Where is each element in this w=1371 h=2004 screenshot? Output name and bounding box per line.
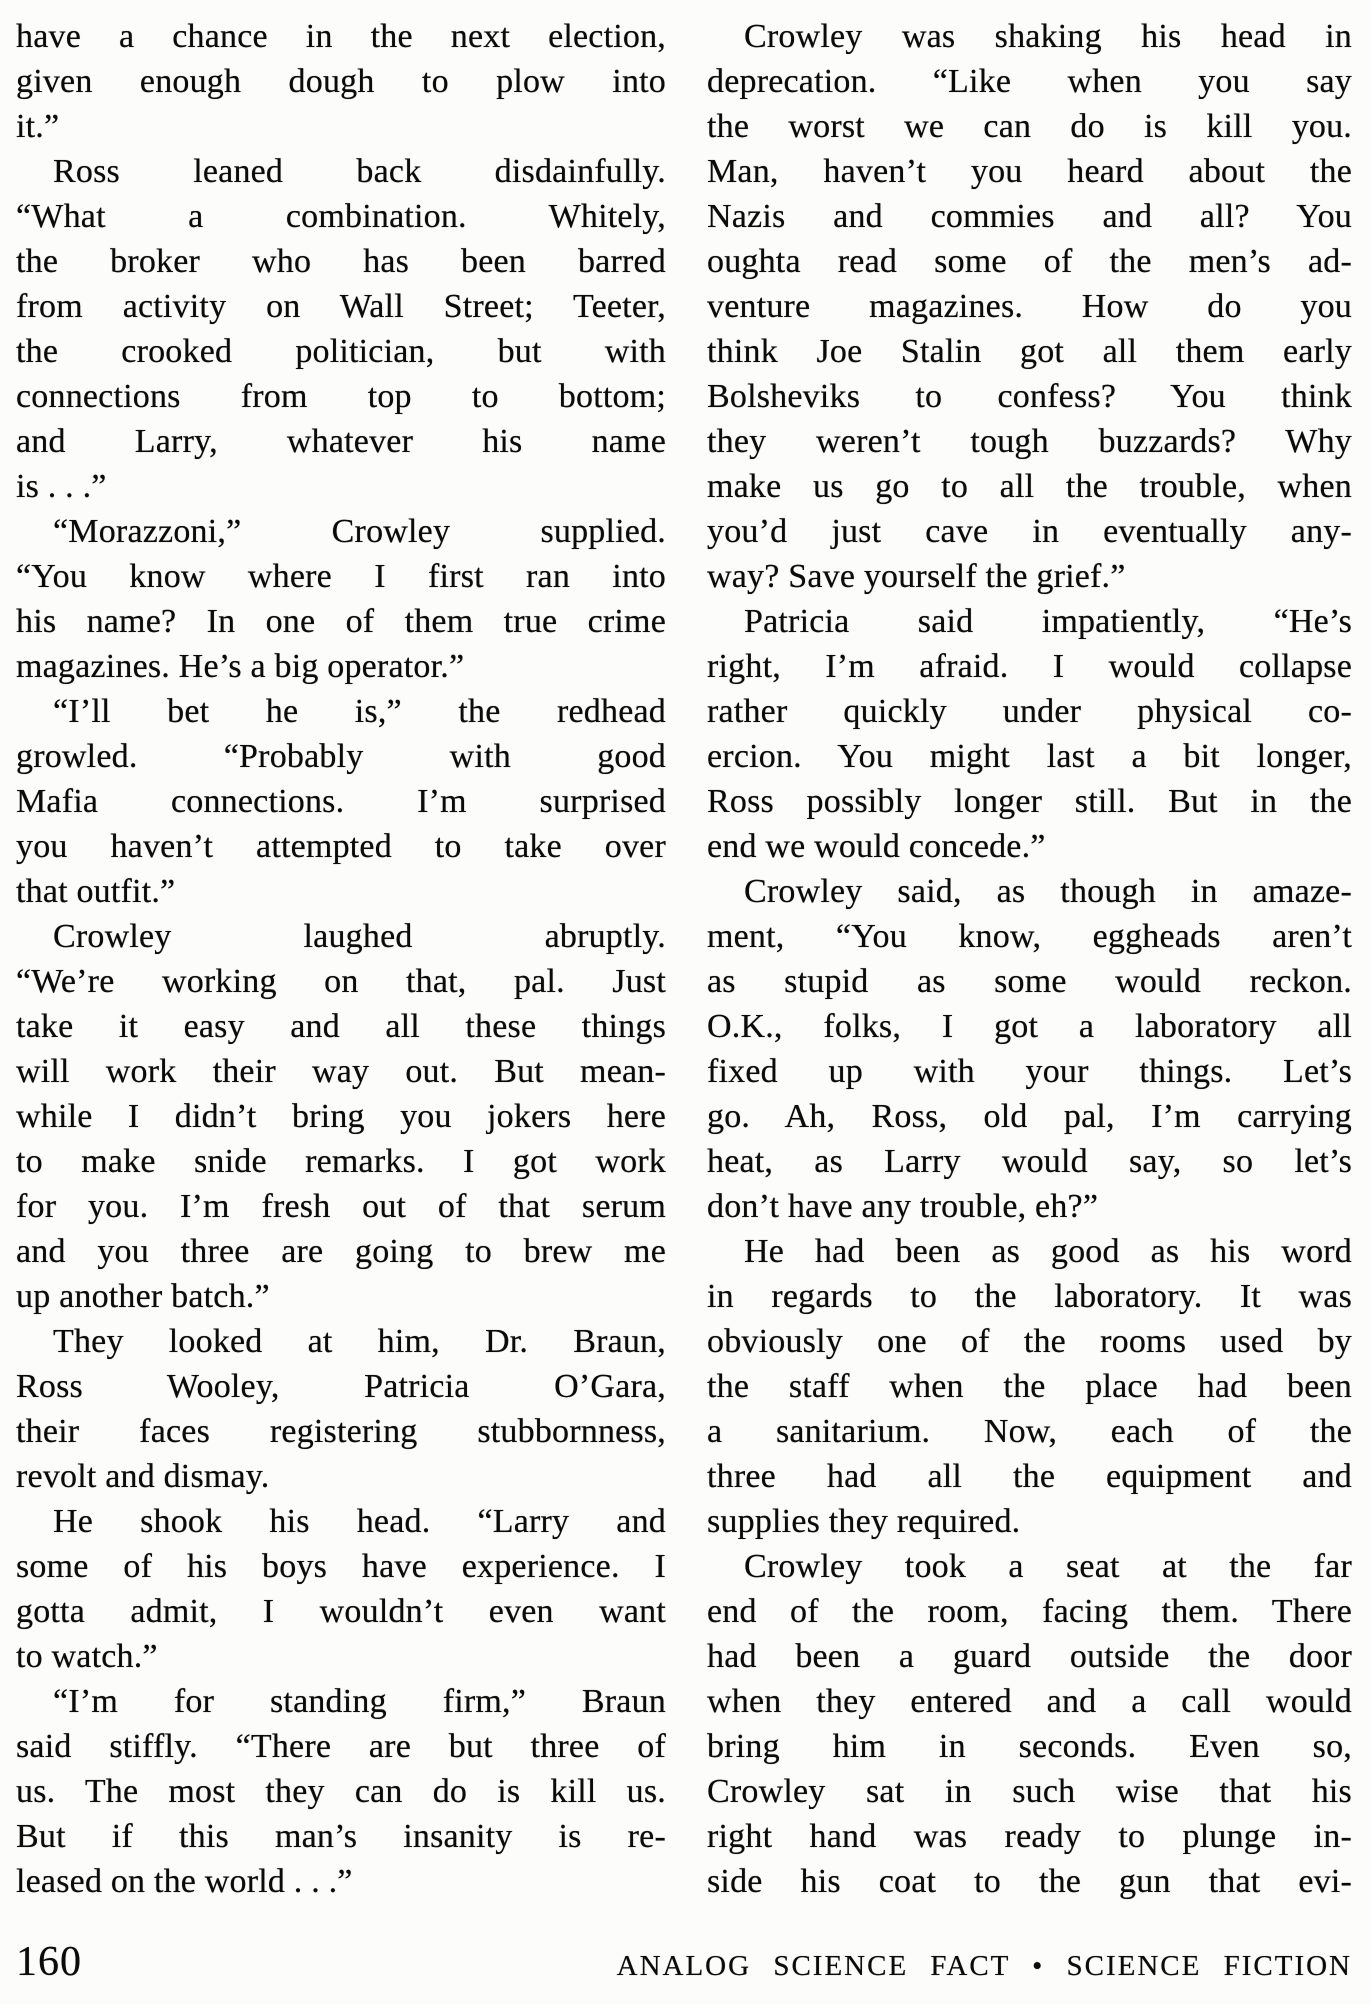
- text-line: supplies they required.: [707, 1503, 1021, 1540]
- text-line: “What a combination. Whitely,: [16, 198, 666, 235]
- text-line: had been a guard outside the door: [707, 1638, 1352, 1675]
- text-line: and Larry, whatever his name: [16, 423, 666, 460]
- text-line: He shook his head. “Larry and: [53, 1503, 666, 1540]
- text-line: while I didn’t bring you jokers here: [16, 1098, 666, 1135]
- text-line: Man, haven’t you heard about the: [707, 153, 1352, 190]
- text-line: to watch.”: [16, 1638, 158, 1675]
- text-line: from activity on Wall Street; Teeter,: [16, 288, 666, 325]
- text-line: Nazis and commies and all? You: [707, 198, 1352, 235]
- text-line: some of his boys have experience. I: [16, 1548, 666, 1585]
- journal-title: ANALOG SCIENCE FACT • SCIENCE FICTION: [616, 1950, 1352, 1982]
- text-line: Crowley took a seat at the far: [744, 1548, 1352, 1585]
- text-line: you’d just cave in eventually any-: [707, 513, 1352, 550]
- text-line: side his coat to the gun that evi-: [707, 1863, 1352, 1900]
- text-line: “You know where I first ran into: [16, 558, 666, 595]
- text-line: don’t have any trouble, eh?”: [707, 1188, 1099, 1225]
- text-line: for you. I’m fresh out of that serum: [16, 1188, 666, 1225]
- text-line: gotta admit, I wouldn’t even want: [16, 1593, 666, 1630]
- text-line: He had been as good as his word: [744, 1233, 1352, 1270]
- text-line: magazines. He’s a big operator.”: [16, 648, 465, 685]
- page-number: 160: [16, 1939, 82, 1985]
- text-line: fixed up with your things. Let’s: [707, 1053, 1352, 1090]
- text-line: obviously one of the rooms used by: [707, 1323, 1352, 1360]
- text-line: that outfit.”: [16, 873, 176, 910]
- text-line: when they entered and a call would: [707, 1683, 1352, 1720]
- text-line: end of the room, facing them. There: [707, 1593, 1352, 1630]
- text-line: the worst we can do is kill you.: [707, 108, 1352, 145]
- text-line: But if this man’s insanity is re-: [16, 1818, 666, 1855]
- text-line: way? Save yourself the grief.”: [707, 558, 1126, 595]
- text-line: think Joe Stalin got all them early: [707, 333, 1352, 370]
- text-line: ercion. You might last a bit longer,: [707, 738, 1352, 775]
- text-line: it.”: [16, 108, 60, 145]
- text-line: his name? In one of them true crime: [16, 603, 666, 640]
- text-line: growled. “Probably with good: [16, 738, 666, 775]
- text-line: “Morazzoni,” Crowley supplied.: [53, 513, 666, 550]
- text-line: Bolsheviks to confess? You think: [707, 378, 1352, 415]
- text-line: Ross Wooley, Patricia O’Gara,: [16, 1368, 666, 1405]
- text-line: have a chance in the next election,: [16, 18, 666, 55]
- right-text-column: [707, 14, 1352, 1904]
- text-line: oughta read some of the men’s ad-: [707, 243, 1352, 280]
- page-footer: [16, 1938, 1352, 1986]
- text-line: in regards to the laboratory. It was: [707, 1278, 1352, 1315]
- text-line: end we would concede.”: [707, 828, 1046, 865]
- text-line: “We’re working on that, pal. Just: [16, 963, 666, 1000]
- text-line: leased on the world . . .”: [16, 1863, 353, 1900]
- text-line: “I’m for standing firm,” Braun: [53, 1683, 666, 1720]
- text-line: “I’ll bet he is,” the redhead: [53, 693, 666, 730]
- text-line: is . . .”: [16, 468, 107, 505]
- text-line: revolt and dismay.: [16, 1458, 270, 1495]
- text-line: connections from top to bottom;: [16, 378, 666, 415]
- text-line: heat, as Larry would say, so let’s: [707, 1143, 1352, 1180]
- text-line: Patricia said impatiently, “He’s: [744, 603, 1352, 640]
- text-line: the broker who has been barred: [16, 243, 666, 280]
- text-line: three had all the equipment and: [707, 1458, 1352, 1495]
- text-line: their faces registering stubbornness,: [16, 1413, 666, 1450]
- text-line: to make snide remarks. I got work: [16, 1143, 666, 1180]
- text-line: Crowley was shaking his head in: [744, 18, 1352, 55]
- text-line: venture magazines. How do you: [707, 288, 1352, 325]
- text-line: us. The most they can do is kill us.: [16, 1773, 666, 1810]
- text-line: will work their way out. But mean-: [16, 1053, 666, 1090]
- text-line: a sanitarium. Now, each of the: [707, 1413, 1352, 1450]
- text-line: bring him in seconds. Even so,: [707, 1728, 1352, 1765]
- text-line: deprecation. “Like when you say: [707, 63, 1352, 100]
- text-line: Ross leaned back disdainfully.: [53, 153, 666, 190]
- text-line: They looked at him, Dr. Braun,: [53, 1323, 666, 1360]
- text-line: rather quickly under physical co-: [707, 693, 1352, 730]
- text-line: up another batch.”: [16, 1278, 270, 1315]
- text-line: Mafia connections. I’m surprised: [16, 783, 666, 820]
- text-line: take it easy and all these things: [16, 1008, 666, 1045]
- text-line: make us go to all the trouble, when: [707, 468, 1352, 505]
- text-line: right hand was ready to plunge in-: [707, 1818, 1352, 1855]
- text-line: the staff when the place had been: [707, 1368, 1352, 1405]
- text-line: as stupid as some would reckon.: [707, 963, 1352, 1000]
- text-line: you haven’t attempted to take over: [16, 828, 666, 865]
- text-line: Ross possibly longer still. But in the: [707, 783, 1352, 820]
- text-line: and you three are going to brew me: [16, 1233, 666, 1270]
- left-text-column: [16, 14, 666, 1904]
- text-line: they weren’t tough buzzards? Why: [707, 423, 1352, 460]
- text-line: Crowley laughed abruptly.: [53, 918, 666, 955]
- text-line: the crooked politician, but with: [16, 333, 666, 370]
- text-line: ment, “You know, eggheads aren’t: [707, 918, 1352, 955]
- text-line: Crowley sat in such wise that his: [707, 1773, 1352, 1810]
- text-line: given enough dough to plow into: [16, 63, 666, 100]
- text-line: right, I’m afraid. I would collapse: [707, 648, 1352, 685]
- text-line: Crowley said, as though in amaze-: [744, 873, 1352, 910]
- text-line: O.K., folks, I got a laboratory all: [707, 1008, 1352, 1045]
- text-line: go. Ah, Ross, old pal, I’m carrying: [707, 1098, 1352, 1135]
- text-line: said stiffly. “There are but three of: [16, 1728, 666, 1765]
